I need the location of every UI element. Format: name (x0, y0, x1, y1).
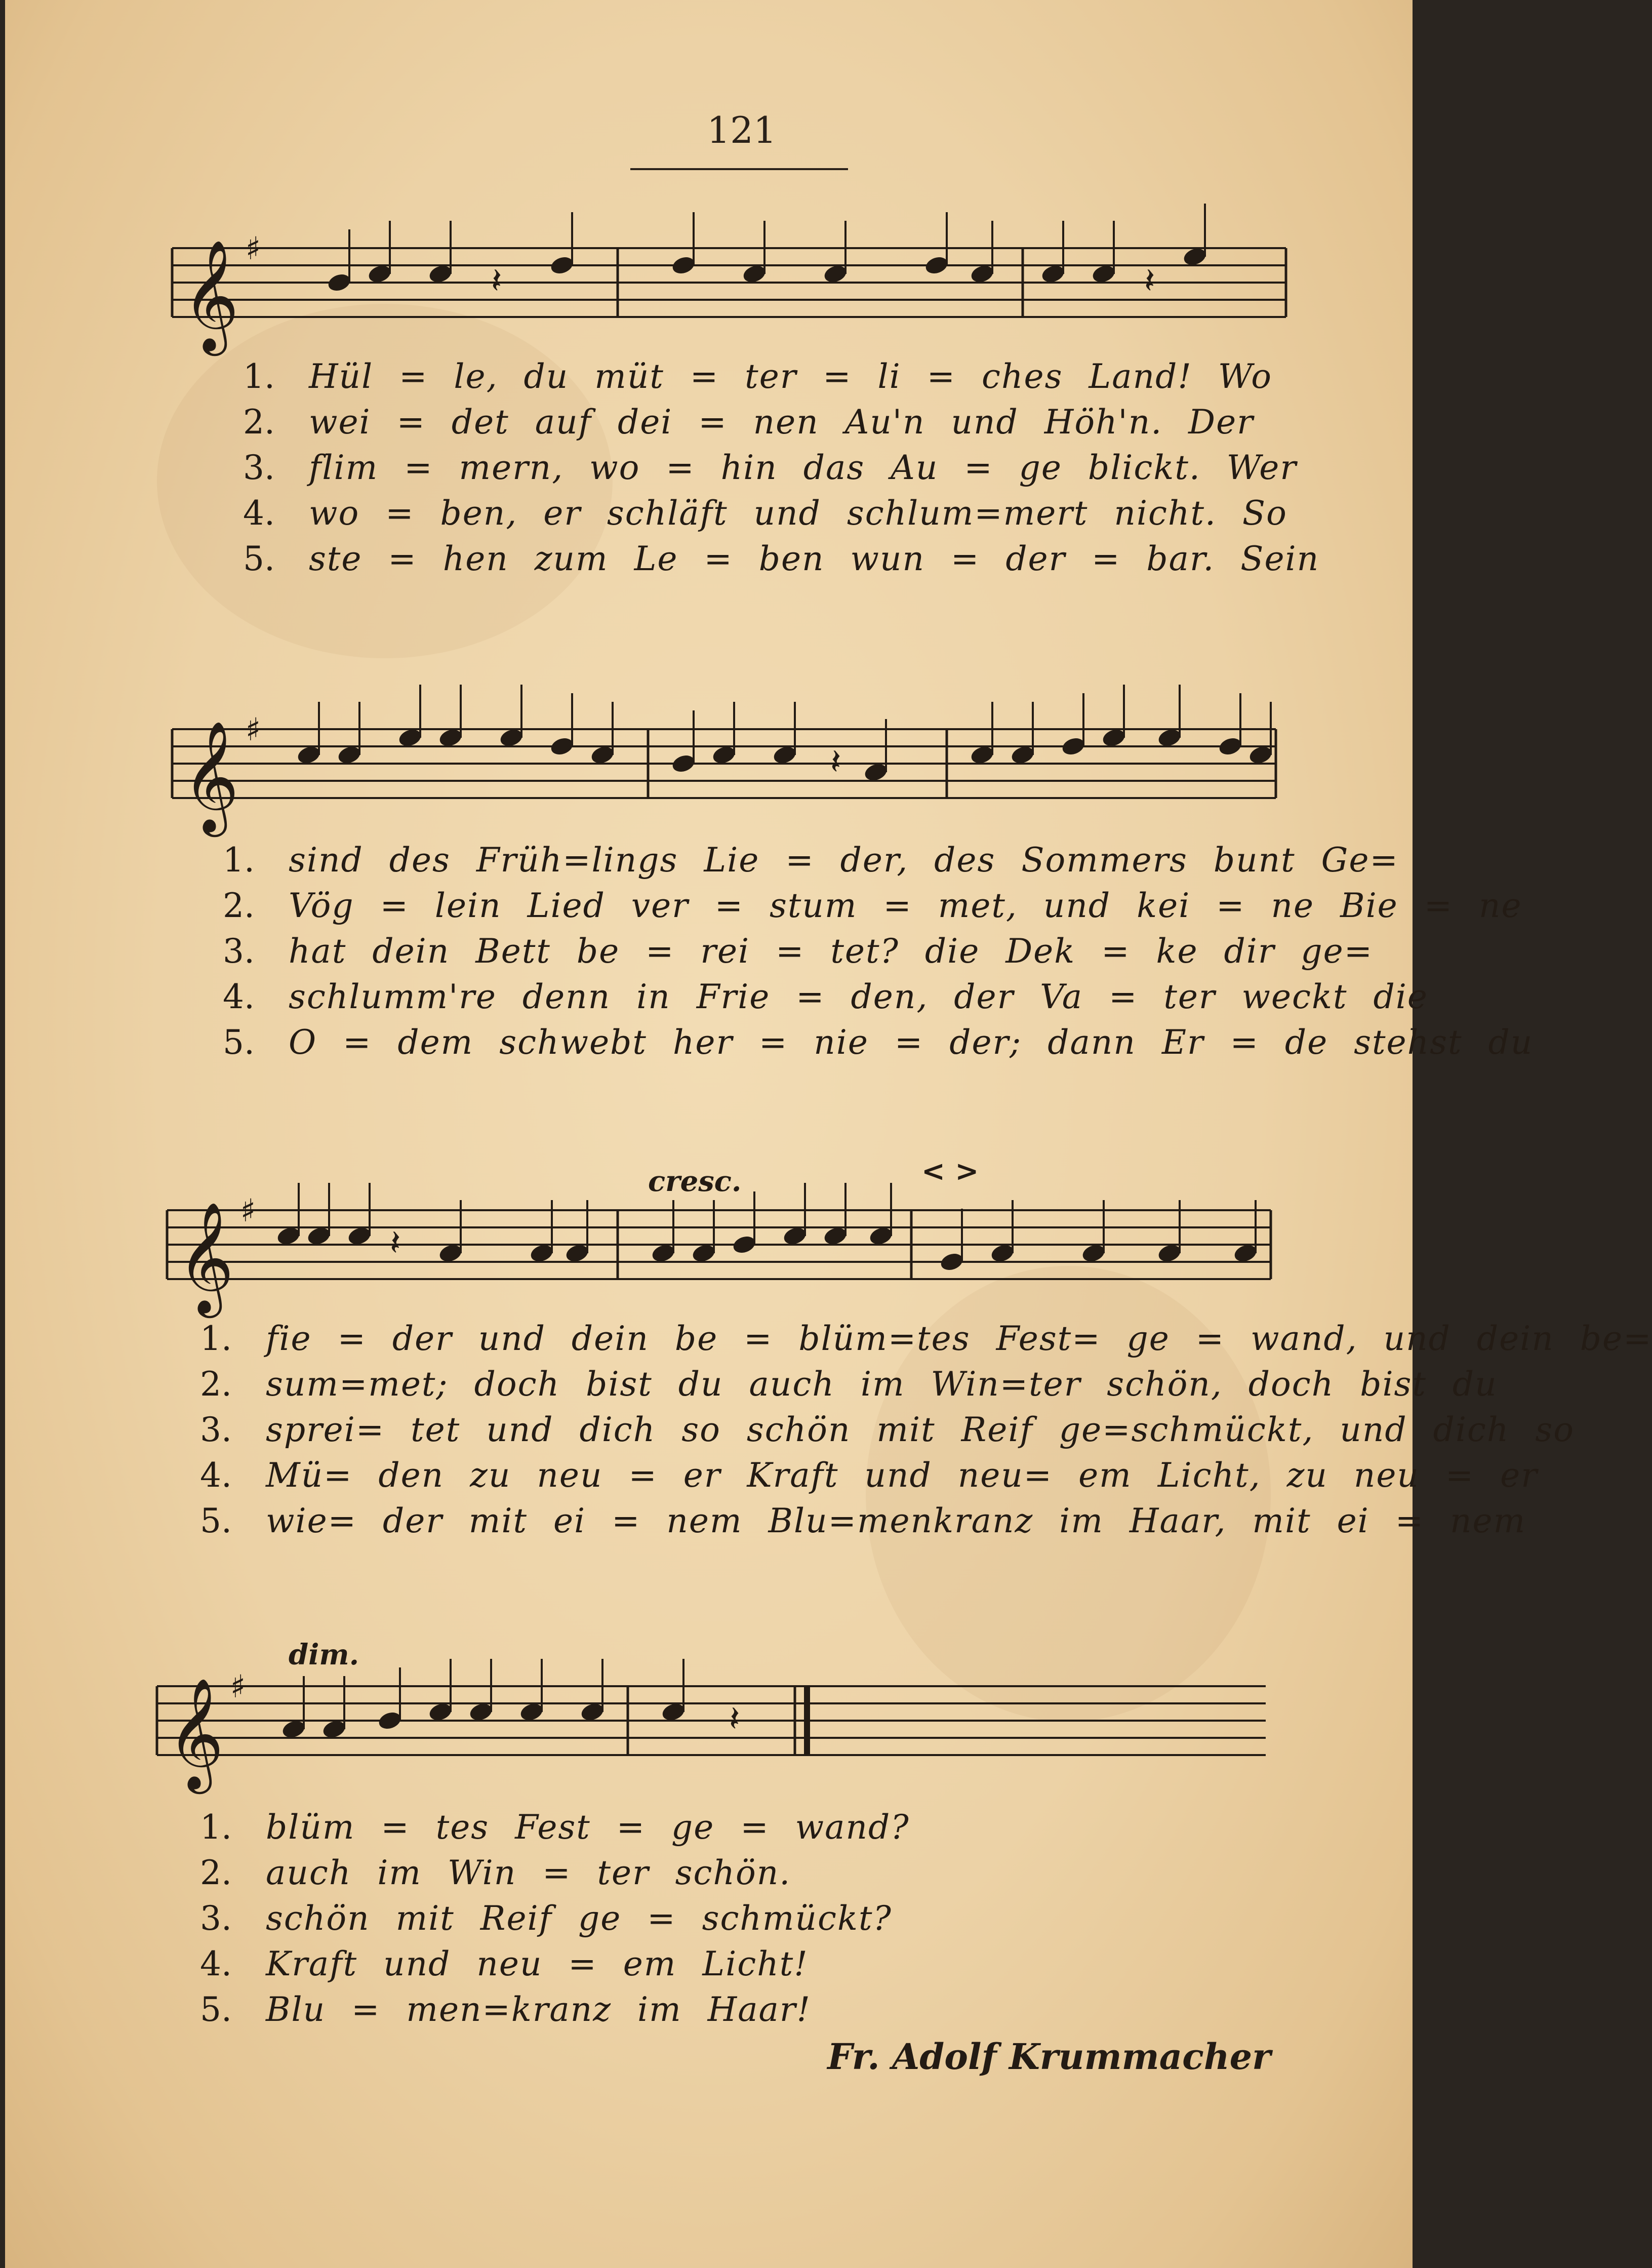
verse-text: schlumm're denn in Frie = den, der Va = ter weckt die (289, 977, 1428, 1016)
key-signature-sharp-icon: ♯ (230, 1668, 246, 1705)
page-number-rule (630, 168, 848, 170)
treble-clef-icon: 𝄞 (167, 1677, 224, 1789)
page-number: 121 (707, 109, 777, 151)
verse-text: sprei= tet und dich so schön mit Reif ge=schmückt, und dich so (266, 1410, 1575, 1449)
verse-text: wei = det auf dei = nen Au'n und Höh'n. Der (309, 403, 1254, 442)
verse-number: 2. (243, 403, 275, 442)
verse-text: Hül = le, du müt = ter = li = ches Land! Wo (309, 357, 1272, 396)
treble-clef-icon: 𝄞 (182, 239, 239, 351)
verse-number: 3. (243, 448, 275, 487)
verse-number: 1. (243, 357, 275, 396)
treble-clef-icon: 𝄞 (182, 720, 239, 832)
music-staff-4 (5, 1656, 1413, 1808)
author-attribution: Fr. Adolf Krummacher (827, 2036, 1271, 2078)
verse-text: blüm = tes Fest = ge = wand? (266, 1808, 910, 1847)
verse-text: sum=met; doch bist du auch im Win=ter schön, doch bist du (266, 1365, 1498, 1404)
key-signature-sharp-icon: ♯ (246, 230, 261, 267)
verse-number: 1. (223, 841, 255, 880)
rest-icon: 𝄽 (491, 260, 502, 301)
treble-clef-icon: 𝄞 (177, 1201, 234, 1313)
verse-number: 2. (200, 1365, 232, 1404)
verse-number: 5. (200, 1501, 232, 1540)
music-staff-2 (5, 699, 1413, 851)
rest-icon: 𝄽 (830, 741, 841, 782)
hairpin-dynamics: < > (921, 1155, 979, 1188)
verse-number: 4. (243, 494, 275, 533)
hymnal-page (5, 0, 1652, 2268)
verse-text: wie= der mit ei = nem Blu=menkranz im Haar, mit ei = nem (266, 1501, 1526, 1540)
verse-number: 1. (200, 1319, 232, 1358)
verse-text: flim = mern, wo = hin das Au = ge blickt. Wer (309, 448, 1297, 487)
key-signature-sharp-icon: ♯ (240, 1192, 256, 1229)
crescendo-marking: cresc. (648, 1165, 742, 1198)
rest-icon: 𝄽 (390, 1222, 401, 1263)
verse-text: hat dein Bett be = rei = tet? die Dek = ke dir ge= (289, 932, 1374, 971)
verse-text: fie = der und dein be = blüm=tes Fest= ge = wand, und dein be= (266, 1319, 1652, 1358)
verse-text: ste = hen zum Le = ben wun = der = bar. Sein (309, 539, 1320, 578)
verse-text: Vög = lein Lied ver = stum = met, und kei = ne Bie = ne (289, 886, 1522, 925)
verse-number: 1. (200, 1808, 232, 1847)
verse-text: schön mit Reif ge = schmückt? (266, 1899, 892, 1938)
verse-number: 2. (200, 1853, 232, 1892)
rest-icon: 𝄽 (729, 1698, 740, 1739)
verse-number: 4. (200, 1456, 232, 1495)
verse-number: 5. (223, 1023, 255, 1062)
music-staff-3 (5, 1180, 1413, 1332)
verse-text: sind des Früh=lings Lie = der, des Sommers bunt Ge= (289, 841, 1399, 880)
verse-text: auch im Win = ter schön. (266, 1853, 791, 1892)
verse-number: 5. (200, 1990, 232, 2029)
verse-text: O = dem schwebt her = nie = der; dann Er = de stehst du (289, 1023, 1534, 1062)
verse-number: 5. (243, 539, 275, 578)
verse-number: 3. (200, 1410, 232, 1449)
verse-number: 3. (200, 1899, 232, 1938)
diminuendo-marking: dim. (289, 1638, 359, 1672)
verse-number: 4. (200, 1944, 232, 1983)
verse-number: 2. (223, 886, 255, 925)
key-signature-sharp-icon: ♯ (246, 711, 261, 748)
verse-text: Blu = men=kranz im Haar! (266, 1990, 811, 2029)
verse-text: Mü= den zu neu = er Kraft und neu= em Licht, zu neu = er (266, 1456, 1538, 1495)
music-staff-1 (5, 218, 1413, 370)
verse-text: wo = ben, er schläft und schlum=mert nicht. So (309, 494, 1287, 533)
rest-icon: 𝄽 (1144, 260, 1155, 301)
verse-number: 4. (223, 977, 255, 1016)
verse-text: Kraft und neu = em Licht! (266, 1944, 809, 1983)
verse-number: 3. (223, 932, 255, 971)
